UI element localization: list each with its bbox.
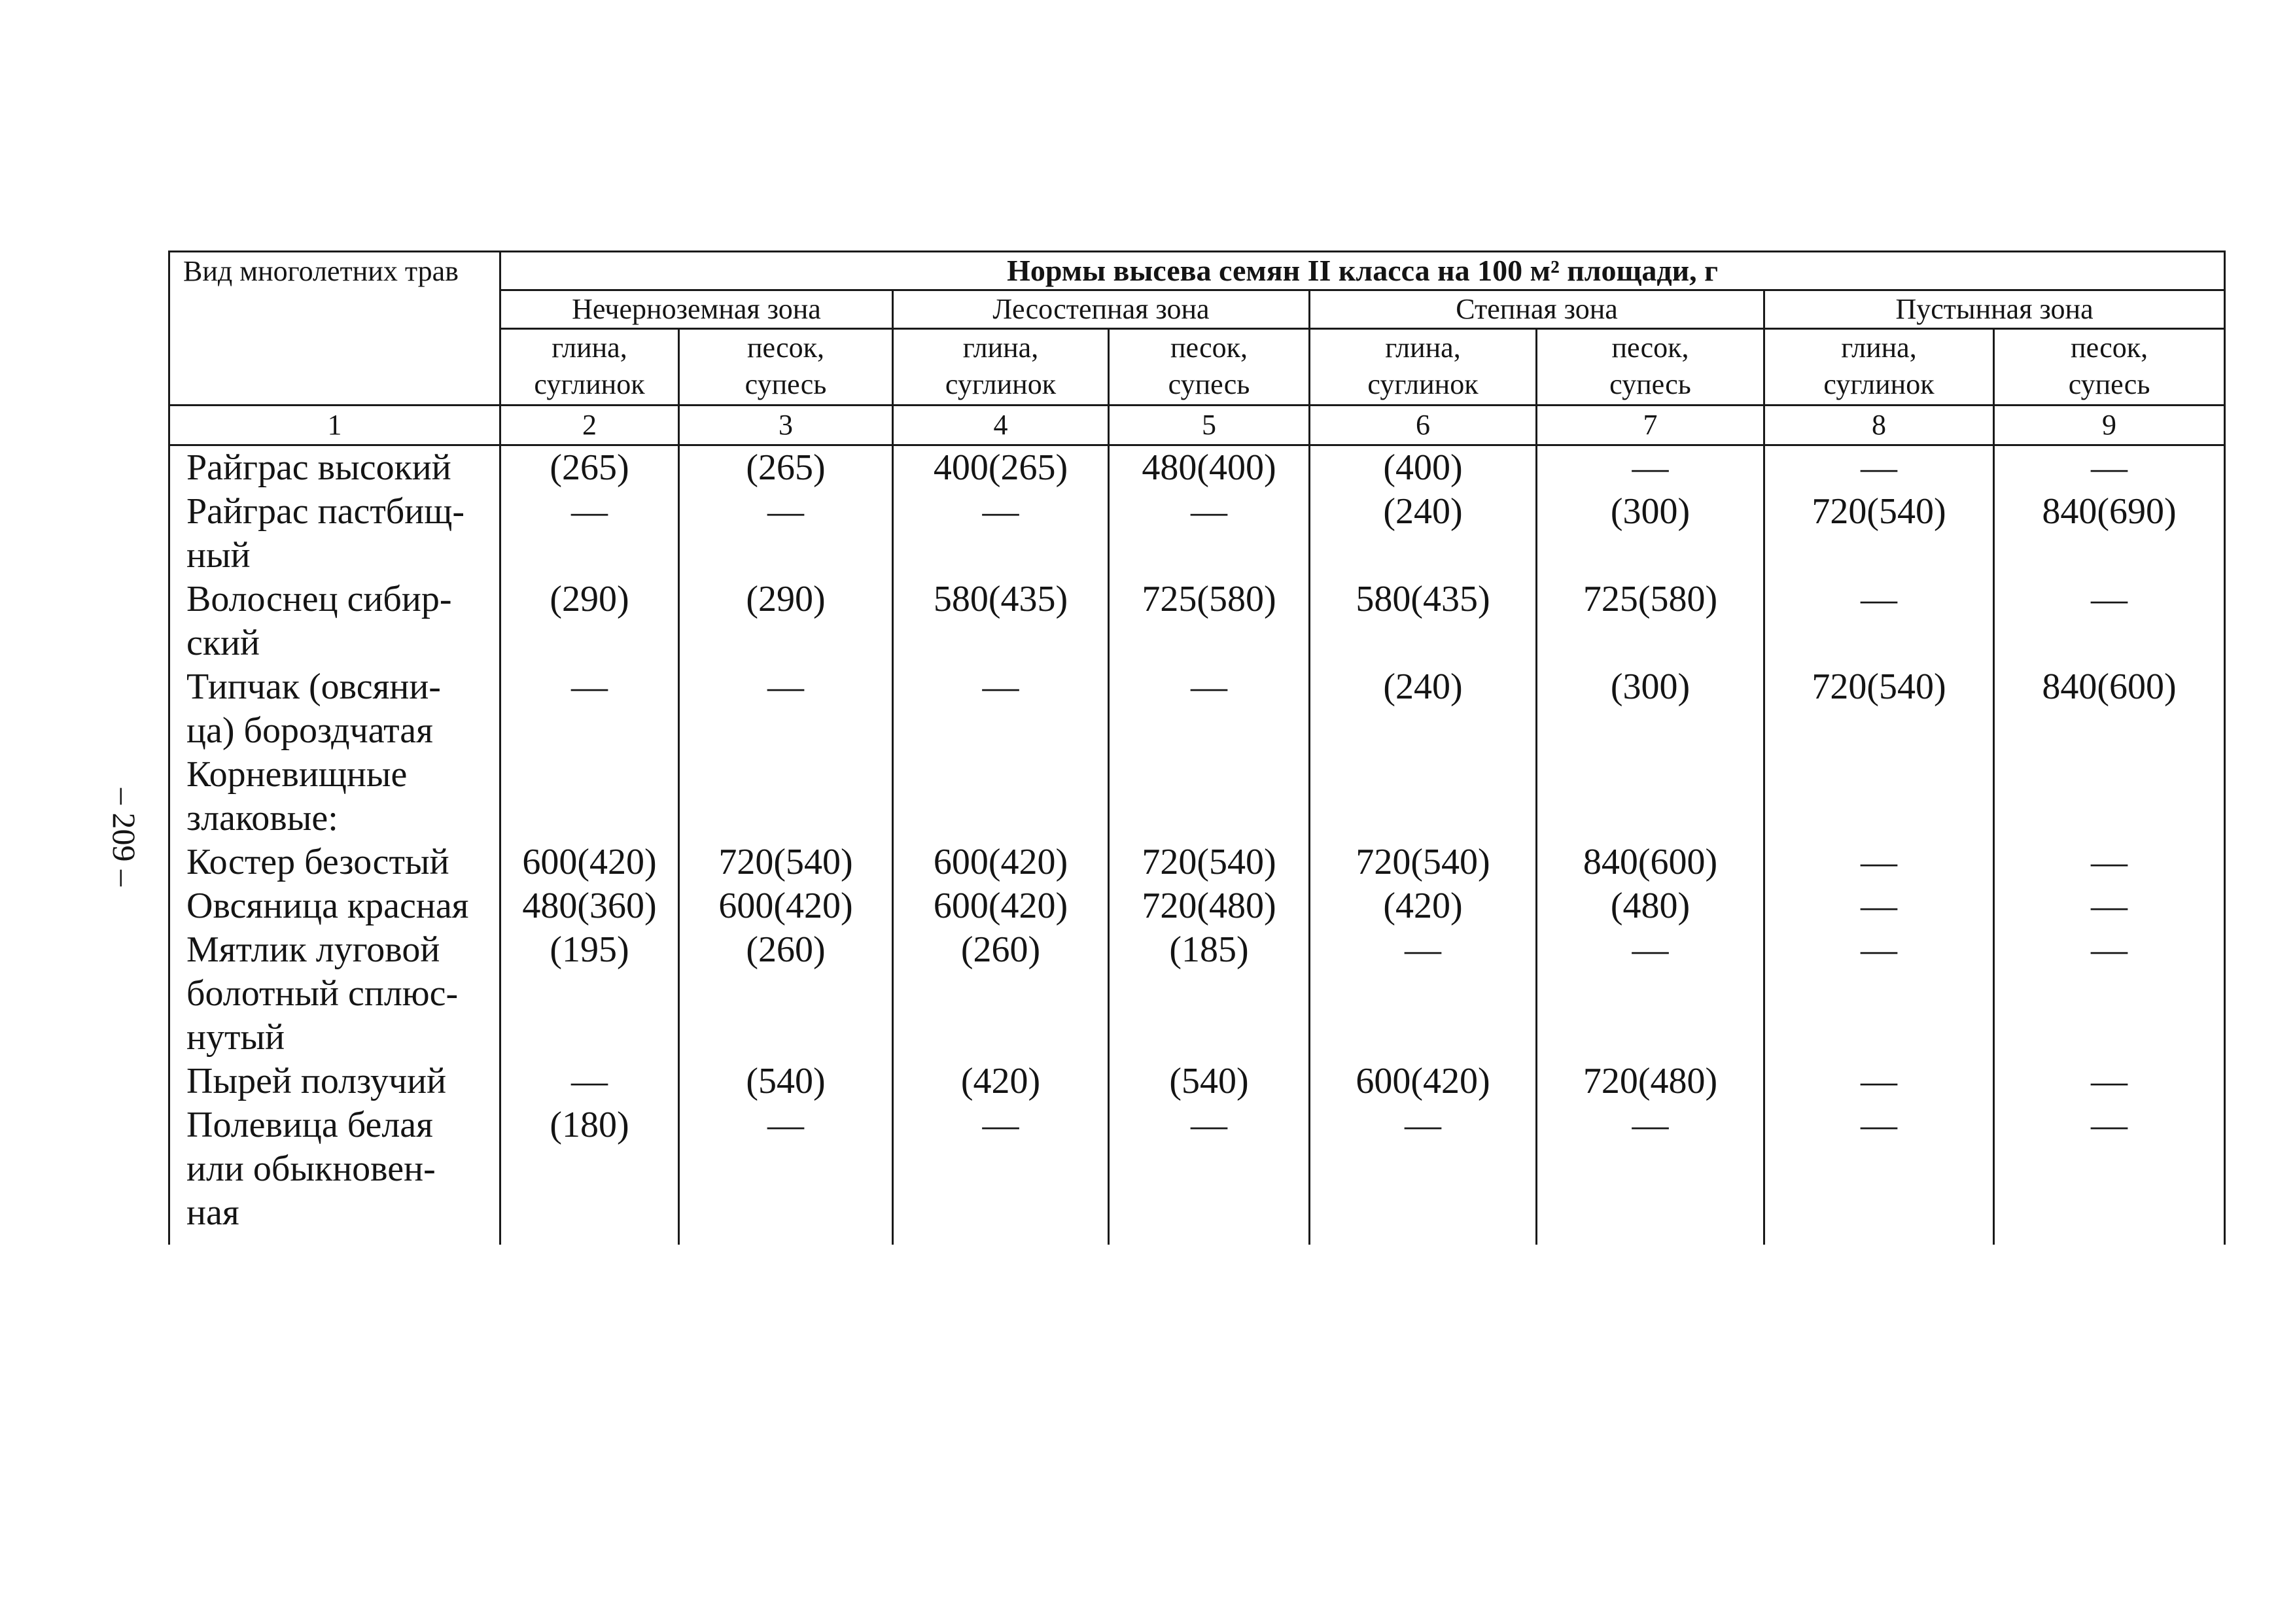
seed-rate-cell: — bbox=[1537, 928, 1764, 1060]
grass-name-cell bbox=[169, 445, 500, 491]
seed-rate-cell: (195) bbox=[500, 928, 679, 1060]
seed-rate-cell: 580(435) bbox=[893, 578, 1109, 665]
page-number: – 209 – bbox=[106, 788, 143, 886]
seed-rate-cell bbox=[1994, 753, 2225, 840]
zone-header: Степная зона bbox=[1310, 290, 1764, 329]
seed-rate-cell: (290) bbox=[500, 578, 679, 665]
seed-rate-cell: (540) bbox=[1109, 1060, 1310, 1103]
seed-rate-cell: — bbox=[1537, 1103, 1764, 1245]
soil-type-header bbox=[1109, 329, 1310, 406]
seed-rate-cell: — bbox=[1994, 445, 2225, 491]
seed-rate-cell: — bbox=[1994, 578, 2225, 665]
soil-type-header bbox=[1764, 329, 1994, 406]
grass-name-line: Райграс пастбищ- bbox=[186, 491, 465, 532]
seed-rate-cell: — bbox=[1310, 1103, 1537, 1245]
grass-name-line: болотный сплюс- bbox=[186, 973, 459, 1014]
table-header bbox=[169, 252, 2225, 445]
column-number: 6 bbox=[1310, 406, 1537, 445]
seed-rate-cell: (540) bbox=[679, 1060, 893, 1103]
grass-name-line: ный bbox=[186, 535, 251, 576]
seed-rate-cell: — bbox=[1994, 1060, 2225, 1103]
table-row bbox=[169, 445, 2225, 491]
seed-rate-cell: — bbox=[1109, 490, 1310, 578]
seed-rate-cell: — bbox=[500, 490, 679, 578]
seed-rate-cell: (180) bbox=[500, 1103, 679, 1245]
seed-rate-cell bbox=[500, 753, 679, 840]
zone-header: Нечерноземная зона bbox=[500, 290, 893, 329]
seed-rate-cell: (265) bbox=[679, 445, 893, 491]
grass-name-cell bbox=[169, 1060, 500, 1103]
seed-rate-cell: — bbox=[1994, 1103, 2225, 1245]
zone-header: Пустынная зона bbox=[1764, 290, 2225, 329]
seed-rate-cell: 720(540) bbox=[679, 840, 893, 884]
table-row bbox=[169, 1103, 2225, 1245]
soil-type-line: супесь bbox=[2068, 368, 2150, 400]
table-row bbox=[169, 1060, 2225, 1103]
soil-type-line: глина, bbox=[552, 332, 627, 364]
grass-name-line: ский bbox=[186, 623, 260, 663]
table-title: Нормы высева семян II класса на 100 м² площади, г bbox=[500, 252, 2225, 290]
seed-rate-cell: — bbox=[1109, 1103, 1310, 1245]
soil-type-line: глина, bbox=[962, 332, 1039, 364]
seed-rate-cell: (400) bbox=[1310, 445, 1537, 491]
seed-rate-cell: — bbox=[679, 490, 893, 578]
grass-name-line: Овсяница красная bbox=[186, 886, 469, 926]
soil-type-header bbox=[1537, 329, 1764, 406]
seed-rate-cell: 720(540) bbox=[1109, 840, 1310, 884]
seed-rate-cell bbox=[893, 753, 1109, 840]
seed-rate-cell: 720(540) bbox=[1764, 665, 1994, 753]
seed-rate-cell: — bbox=[500, 665, 679, 753]
grass-name-line: Мятлик луговой bbox=[186, 929, 440, 970]
seed-rate-cell: — bbox=[1764, 884, 1994, 928]
seed-rate-cell: 840(600) bbox=[1994, 665, 2225, 753]
column-number: 8 bbox=[1764, 406, 1994, 445]
seed-rate-cell bbox=[679, 753, 893, 840]
seed-rate-cell: — bbox=[1764, 445, 1994, 491]
column-number: 7 bbox=[1537, 406, 1764, 445]
seed-rate-cell: 580(435) bbox=[1310, 578, 1537, 665]
seed-rate-cell: 600(420) bbox=[893, 884, 1109, 928]
seed-rate-cell bbox=[1537, 753, 1764, 840]
soil-type-line: суглинок bbox=[534, 368, 645, 400]
soil-type-line: супесь bbox=[745, 368, 827, 400]
soil-type-line: песок, bbox=[1170, 332, 1248, 364]
seed-rate-cell: 840(690) bbox=[1994, 490, 2225, 578]
soil-type-line: суглинок bbox=[1367, 368, 1479, 400]
seed-rate-cell: 480(400) bbox=[1109, 445, 1310, 491]
seed-rate-cell: (240) bbox=[1310, 490, 1537, 578]
seed-rate-cell: — bbox=[1109, 665, 1310, 753]
column-number: 5 bbox=[1109, 406, 1310, 445]
grass-name-line: ная bbox=[186, 1192, 239, 1233]
soil-type-line: супесь bbox=[1168, 368, 1250, 400]
table-row bbox=[169, 578, 2225, 665]
grass-name-line: нутый bbox=[186, 1017, 285, 1058]
seed-rate-cell: 600(420) bbox=[1310, 1060, 1537, 1103]
seed-rate-cell: (290) bbox=[679, 578, 893, 665]
soil-type-line: суглинок bbox=[1823, 368, 1935, 400]
seed-rate-cell: — bbox=[1764, 1103, 1994, 1245]
seed-rate-cell: — bbox=[893, 665, 1109, 753]
seed-rate-table bbox=[168, 251, 2226, 1245]
grass-name-cell bbox=[169, 490, 500, 578]
seed-rate-cell: 600(420) bbox=[500, 840, 679, 884]
grass-name-line: злаковые: bbox=[186, 798, 338, 838]
seed-rate-cell: 725(580) bbox=[1537, 578, 1764, 665]
seed-rate-cell bbox=[1310, 753, 1537, 840]
seed-rate-cell: 600(420) bbox=[679, 884, 893, 928]
grass-name-line: Костер безостый bbox=[186, 842, 449, 882]
seed-rate-cell: (265) bbox=[500, 445, 679, 491]
grass-name-cell bbox=[169, 928, 500, 1060]
seed-rate-cell: (240) bbox=[1310, 665, 1537, 753]
seed-rate-cell: 480(360) bbox=[500, 884, 679, 928]
seed-rate-cell: — bbox=[500, 1060, 679, 1103]
seed-rate-cell: (420) bbox=[893, 1060, 1109, 1103]
soil-type-header bbox=[1310, 329, 1537, 406]
seed-rate-cell bbox=[1109, 753, 1310, 840]
seed-rate-cell: (300) bbox=[1537, 665, 1764, 753]
seed-rate-cell: — bbox=[1764, 578, 1994, 665]
column-number: 9 bbox=[1994, 406, 2225, 445]
column-header-grass-type: Вид многолетних трав bbox=[169, 252, 500, 406]
column-number: 4 bbox=[893, 406, 1109, 445]
grass-name-line: или обыкновен- bbox=[186, 1149, 436, 1189]
soil-type-line: глина, bbox=[1385, 332, 1461, 364]
seed-rate-cell: (300) bbox=[1537, 490, 1764, 578]
grass-name-cell bbox=[169, 753, 500, 840]
seed-rate-cell: — bbox=[1994, 840, 2225, 884]
grass-name-line: Полевица белая bbox=[186, 1105, 433, 1145]
zone-header: Лесостепная зона bbox=[893, 290, 1310, 329]
seed-rate-cell: — bbox=[893, 1103, 1109, 1245]
table-row bbox=[169, 928, 2225, 1060]
table-body bbox=[169, 445, 2225, 1245]
seed-rate-cell: — bbox=[1994, 884, 2225, 928]
grass-name-line: ца) бороздчатая bbox=[186, 710, 433, 751]
soil-type-header bbox=[500, 329, 679, 406]
column-number: 3 bbox=[679, 406, 893, 445]
soil-type-header bbox=[893, 329, 1109, 406]
table-row bbox=[169, 884, 2225, 928]
seed-rate-cell bbox=[1764, 753, 1994, 840]
seed-rate-cell: 600(420) bbox=[893, 840, 1109, 884]
seed-rate-cell: — bbox=[1994, 928, 2225, 1060]
seed-rate-cell: 840(600) bbox=[1537, 840, 1764, 884]
table-row bbox=[169, 490, 2225, 578]
grass-name-cell bbox=[169, 840, 500, 884]
grass-name-line: Волоснец сибир- bbox=[186, 579, 452, 619]
soil-type-line: песок, bbox=[2071, 332, 2148, 364]
seed-rate-cell: 720(480) bbox=[1537, 1060, 1764, 1103]
grass-name-cell bbox=[169, 884, 500, 928]
grass-name-line: Корневищные bbox=[186, 754, 408, 795]
seed-rate-cell: — bbox=[679, 1103, 893, 1245]
grass-name-line: Типчак (овсяни- bbox=[186, 666, 441, 707]
seed-rate-cell: 720(540) bbox=[1310, 840, 1537, 884]
seed-rate-cell: (480) bbox=[1537, 884, 1764, 928]
soil-type-line: песок, bbox=[746, 332, 825, 364]
column-number: 1 bbox=[169, 406, 500, 445]
table-row bbox=[169, 753, 2225, 840]
soil-type-header bbox=[679, 329, 893, 406]
seed-rate-cell: — bbox=[679, 665, 893, 753]
soil-type-line: глина, bbox=[1841, 332, 1917, 364]
table-row bbox=[169, 665, 2225, 753]
seed-rate-cell: (420) bbox=[1310, 884, 1537, 928]
soil-type-line: суглинок bbox=[945, 368, 1057, 400]
seed-rate-cell: — bbox=[893, 490, 1109, 578]
grass-name-cell bbox=[169, 1103, 500, 1245]
seed-rate-cell: — bbox=[1764, 840, 1994, 884]
seed-rate-cell: (185) bbox=[1109, 928, 1310, 1060]
grass-name-line: Райграс высокий bbox=[186, 447, 451, 488]
seed-rate-cell: — bbox=[1310, 928, 1537, 1060]
grass-name-cell bbox=[169, 665, 500, 753]
table-row bbox=[169, 840, 2225, 884]
seed-rate-cell: 720(480) bbox=[1109, 884, 1310, 928]
seed-rate-cell: 725(580) bbox=[1109, 578, 1310, 665]
column-number: 2 bbox=[500, 406, 679, 445]
seed-rate-cell: — bbox=[1764, 928, 1994, 1060]
seed-rate-cell: (260) bbox=[893, 928, 1109, 1060]
seed-rate-cell: — bbox=[1764, 1060, 1994, 1103]
grass-name-line: Пырей ползучий bbox=[186, 1061, 447, 1101]
soil-type-header bbox=[1994, 329, 2225, 406]
seed-rate-cell: 720(540) bbox=[1764, 490, 1994, 578]
seed-rate-cell: (260) bbox=[679, 928, 893, 1060]
soil-type-line: супесь bbox=[1609, 368, 1691, 400]
seed-rate-cell: — bbox=[1537, 445, 1764, 491]
grass-name-cell bbox=[169, 578, 500, 665]
soil-type-line: песок, bbox=[1611, 332, 1689, 364]
seed-rate-cell: 400(265) bbox=[893, 445, 1109, 491]
